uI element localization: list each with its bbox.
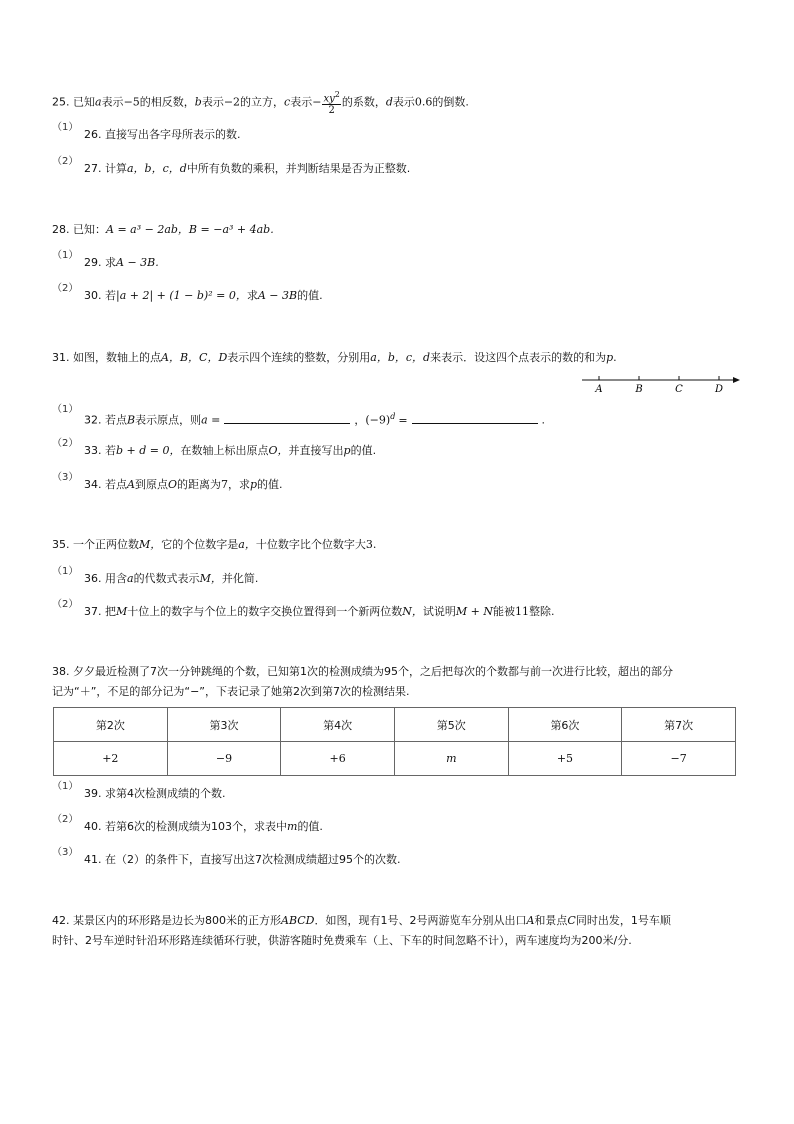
table-cell: m [394,742,508,776]
question-33: （2） 33. 若b + d = 0，在数轴上标出原点O，并直接写出p的值. [52,438,377,457]
label-b: B [635,384,643,395]
question-41: （3） 41. 在（2）的条件下，直接写出这7次检测成绩超过95个的次数. [52,847,401,866]
number-line-figure [582,374,746,398]
question-28: 28. 已知：A = a³ − 2ab，B = −a³ + 4ab. [52,223,274,236]
question-number: 39. [84,787,102,800]
question-number: 26. [84,128,102,141]
question-38-line-1: 38. 夕夕最近检测了7次一分钟跳绳的个数，已知第1次的检测成绩为95个，之后把每次的个数都与前一次进行比较，超出的部分 [52,665,673,678]
table-header-cell: 第2次 [54,708,168,742]
question-30: （2） 30. 若|a + 2| + (1 − b)² = 0，求A − 3B的值. [52,283,323,302]
question-39: （1） 39. 求第4次检测成绩的个数. [52,781,226,800]
record-table [53,707,736,776]
part-tag: （1） [52,566,79,577]
part-tag: （3） [52,472,79,483]
part-tag: （3） [52,847,79,858]
part-tag: （1） [52,781,79,792]
question-40: （2） 40. 若第6次的检测成绩为103个，求表中m的值. [52,814,323,833]
question-26: （1） 26. 直接写出各字母所表示的数. [52,122,241,141]
table-cell: +2 [54,742,168,776]
question-31: 31. 如图，数轴上的点A，B，C，D表示四个连续的整数，分别用a，b，c，d来表示．设这四个点表示的数的和为p. [52,351,617,364]
question-number: 38. [52,665,70,678]
question-number: 29. [84,256,102,269]
table-cell: −7 [622,742,736,776]
table-header-row [54,708,736,742]
question-25: 25. 已知a表示−5的相反数，b表示−2的立方，c表示− $\frac{xy^2}{2}$ 的系数，d表示0.6的倒数. [52,90,469,117]
question-36: （1） 36. 用含a的代数式表示M，并化简. [52,566,259,585]
question-32: （1） 32. 若点B表示原点，则a = ，$(-9)^d$ = . [52,404,546,427]
question-number: 42. [52,914,70,927]
table-header-cell: 第6次 [508,708,622,742]
question-37: （2） 37. 把M十位上的数字与个位上的数字交换位置得到一个新两位数N，试说明M + N能被11整除. [52,599,555,618]
question-number: 28. [52,223,70,236]
question-35: 35. 一个正两位数M，它的个位数字是a，十位数字比个位数字大3. [52,538,377,551]
table-row [54,742,736,776]
question-number: 41. [84,853,102,866]
table-cell: +6 [281,742,395,776]
question-42-line-2: 时针、2号车逆时针沿环形路连续循环行驶，供游客随时免费乘车（上、下车的时间忽略不计），两车速度均为200米/分. [52,934,632,947]
label-c: C [675,384,683,395]
question-number: 34. [84,478,102,491]
question-number: 40. [84,820,102,833]
question-number: 36. [84,572,102,585]
part-tag: （1） [52,404,79,415]
part-tag: （2） [52,156,79,167]
arrow-right-icon [733,377,740,383]
label-d: D [714,384,724,395]
question-number: 31. [52,351,70,364]
part-tag: （2） [52,599,79,610]
question-number: 37. [84,605,102,618]
question-42-line-1: 42. 某景区内的环形路是边长为800米的正方形ABCD．如图，现有1号、2号两游览车分别从出口A和景点C同时出发，1号车顺 [52,914,671,927]
question-38-line-2: 记为“＋”，不足的部分记为“−”，下表记录了她第2次到第7次的检测结果. [52,685,410,698]
question-number: 33. [84,444,102,457]
part-tag: （2） [52,438,79,449]
part-tag: （2） [52,814,79,825]
table-cell: +5 [508,742,622,776]
answer-blank-a[interactable] [224,413,350,424]
part-tag: （2） [52,283,79,294]
question-number: 27. [84,162,102,175]
table-header-cell: 第7次 [622,708,736,742]
table-cell: −9 [167,742,281,776]
question-34: （3） 34. 若点A到原点O的距离为7，求p的值. [52,472,283,491]
table-header-cell: 第3次 [167,708,281,742]
question-27: （2） 27. 计算a，b，c，d中所有负数的乘积，并判断结果是否为正整数. [52,156,411,175]
table-header-cell: 第4次 [281,708,395,742]
question-29: （1） 29. 求A − 3B. [52,250,159,269]
part-tag: （1） [52,122,79,133]
fraction-xy2-over-2: $\frac{xy^2}{2}$ [323,90,340,117]
question-number: 35. [52,538,70,551]
part-tag: （1） [52,250,79,261]
question-number: 30. [84,289,102,302]
label-a: A [595,384,603,395]
question-number: 25. [52,95,70,109]
answer-blank-power[interactable] [412,413,538,424]
question-number: 32. [84,413,102,427]
table-header-cell: 第5次 [394,708,508,742]
